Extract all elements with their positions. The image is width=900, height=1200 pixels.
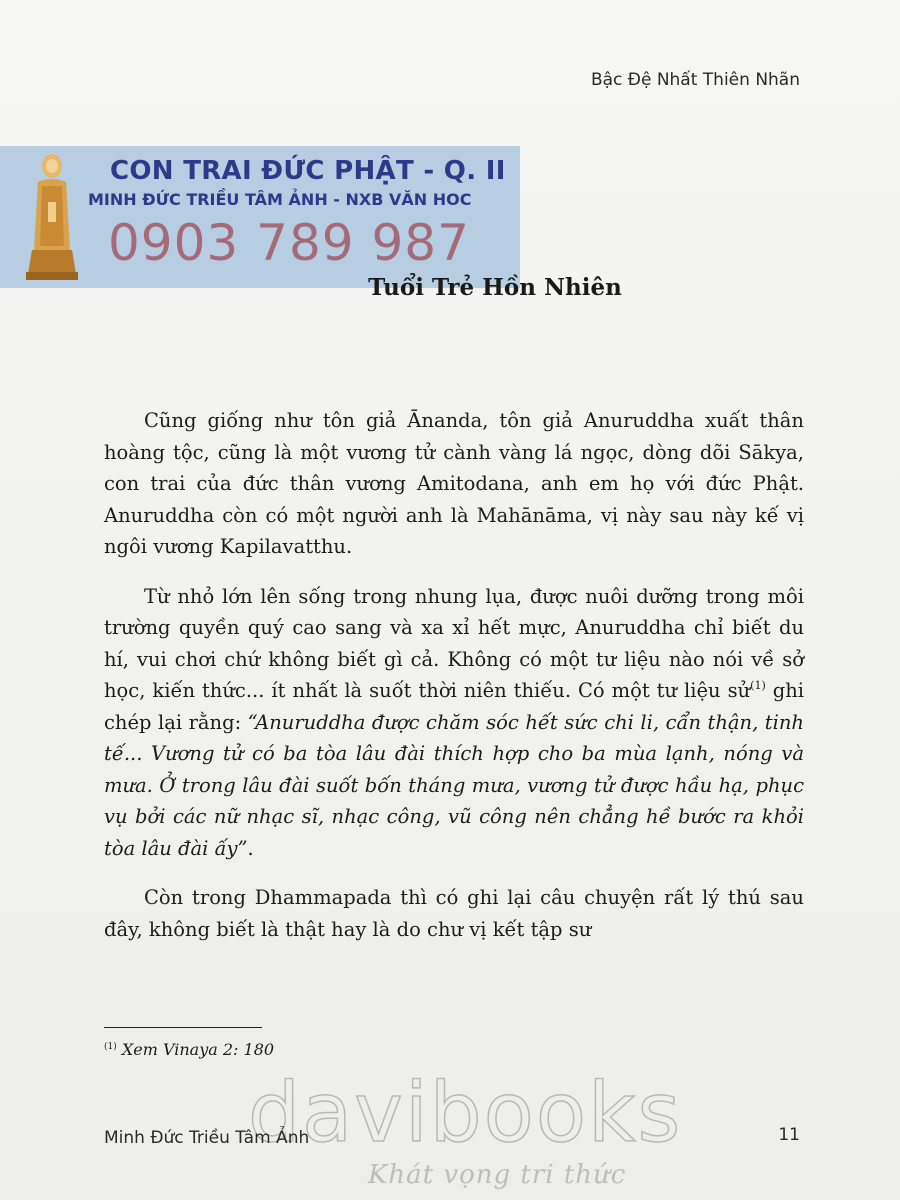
- buddha-statue-icon: [22, 150, 82, 282]
- paragraph-2-after: ghi chép lại rằng:: [104, 679, 804, 734]
- banner-subtitle: MINH ĐỨC TRIỀU TÂM ẢNH - NXB VĂN HOC: [88, 190, 472, 209]
- paragraph-2-lead: Từ nhỏ lớn lên sống trong nhung lụa, được nuôi dưỡng trong môi trường quyền quý cao sang và xa xỉ hết mực, Anuruddha chỉ biết du hí, vui chơi chứ không biết gì cả. Không có một tư liệu nào nói về sở học, kiến thức... ít nhất là suốt thời niên thiếu. Có một tư liệu sử: [104, 584, 804, 702]
- seller-banner: [0, 146, 520, 288]
- page-number: 11: [778, 1125, 800, 1145]
- footer-author: Minh Đức Triều Tâm Ảnh: [104, 1128, 310, 1148]
- footnote-text: Xem Vinaya 2: 180: [116, 1040, 275, 1059]
- footnote: [104, 1040, 274, 1059]
- chapter-title: Tuổi Trẻ Hồn Nhiên: [368, 274, 622, 301]
- footnote-divider: [104, 1027, 262, 1028]
- footnote-marker: (1): [104, 1042, 117, 1052]
- body-text: [104, 405, 804, 963]
- watermark-brand: davibooks: [248, 1066, 683, 1161]
- watermark-tagline: Khát vọng tri thức: [368, 1160, 627, 1190]
- banner-phone: 0903 789 987: [108, 214, 470, 272]
- paragraph-1: Cũng giống như tôn giả Ānanda, tôn giả Anuruddha xuất thân hoàng tộc, cũng là một vương tử cành vàng lá ngọc, dòng dõi Sākya, con trai của đức thân vương Amitodana, anh em họ với đức Phật. Anuruddha còn có một người anh là Mahānāma, vị này sau này kế vị ngôi vương Kapilavatthu.: [104, 409, 804, 558]
- paragraph-2-end: .: [247, 836, 254, 860]
- footnote-ref: (1): [750, 679, 766, 692]
- banner-title: CON TRAI ĐỨC PHẬT - Q. II: [110, 156, 506, 186]
- paragraph-2: [104, 581, 804, 865]
- paragraph-3: Còn trong Dhammapada thì có ghi lại câu chuyện rất lý thú sau đây, không biết là thật hay là do chư vị kết tập sư: [104, 886, 804, 941]
- paragraph-2-quote: “Anuruddha được chăm sóc hết sức chi li, cẩn thận, tinh tế... Vương tử có ba tòa lâu đài thích hợp cho ba mùa lạnh, nóng và mưa. Ở trong lâu đài suốt bốn tháng mưa, vương tử được hầu hạ, phục vụ bởi các nữ nhạc sĩ, nhạc công, vũ công nên chẳng hề bước ra khỏi tòa lâu đài ấy”: [104, 710, 804, 860]
- running-header: Bậc Đệ Nhất Thiên Nhãn: [590, 70, 800, 90]
